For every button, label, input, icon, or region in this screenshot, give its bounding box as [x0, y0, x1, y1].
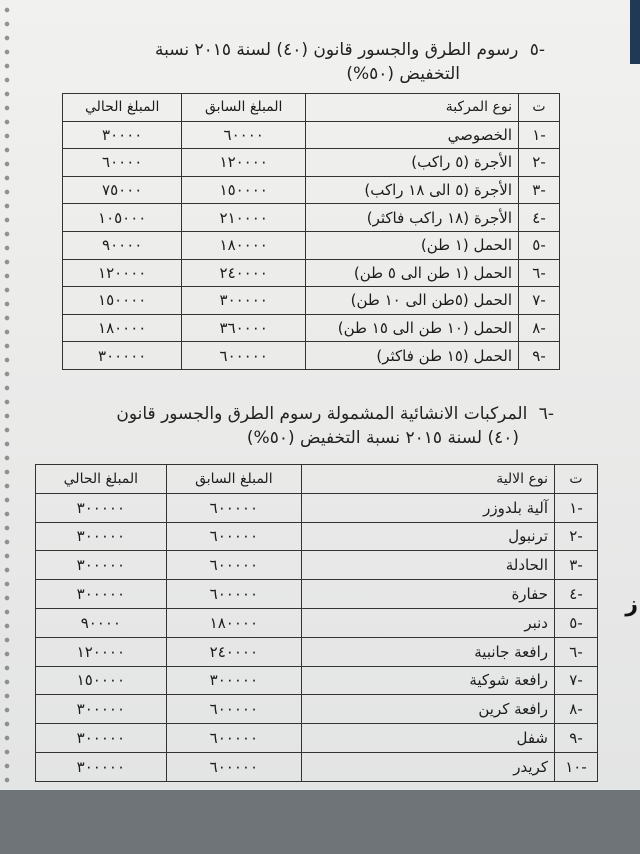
row-index: -٦ [519, 259, 560, 287]
row-type: ترنبول [302, 522, 555, 551]
row-type: الحمل (١ طن الى ٥ طن) [306, 259, 519, 287]
row-previous-amount: ٦٠٠٠٠٠ [166, 493, 301, 522]
row-current-amount: ٣٠٠٠٠٠ [36, 493, 167, 522]
section-1-title-line2: التخفيض (٥٠%) [346, 64, 460, 84]
row-previous-amount: ١٥٠٠٠٠ [182, 176, 306, 204]
row-current-amount: ١٨٠٠٠٠ [63, 314, 182, 342]
row-type: كريدر [302, 752, 555, 781]
table-row [36, 695, 598, 724]
row-previous-amount: ٦٠٠٠٠٠ [166, 695, 301, 724]
row-current-amount: ٣٠٠٠٠٠ [36, 522, 167, 551]
table-header-row [63, 94, 560, 122]
row-previous-amount: ٢٤٠٠٠٠ [182, 259, 306, 287]
row-index: -١ [555, 493, 598, 522]
table-header-row [36, 465, 598, 494]
header-index: ت [555, 465, 598, 494]
row-previous-amount: ٦٠٠٠٠٠ [166, 580, 301, 609]
row-current-amount: ٦٠٠٠٠ [63, 149, 182, 177]
row-type: رافعة كرين [302, 695, 555, 724]
table-row [36, 551, 598, 580]
row-index: -٧ [519, 287, 560, 315]
table-row [36, 666, 598, 695]
row-index: -٩ [555, 724, 598, 753]
row-index: -٤ [555, 580, 598, 609]
row-index: -٦ [555, 637, 598, 666]
row-type: الأجرة (١٨ راكب فاكثر) [306, 204, 519, 232]
row-previous-amount: ١٨٠٠٠٠ [166, 608, 301, 637]
row-type: الخصوصي [306, 121, 519, 149]
row-previous-amount: ٣٠٠٠٠٠ [182, 287, 306, 315]
row-previous-amount: ٣٠٠٠٠٠ [166, 666, 301, 695]
row-type: آلية بلدوزر [302, 493, 555, 522]
row-type: الحادلة [302, 551, 555, 580]
table-row [36, 580, 598, 609]
row-index: -٨ [519, 314, 560, 342]
table-row [63, 149, 560, 177]
machinery-fees-table [35, 464, 598, 782]
row-index: -٥ [555, 608, 598, 637]
row-previous-amount: ٢٤٠٠٠٠ [166, 637, 301, 666]
row-type: الأجرة (٥ راكب) [306, 149, 519, 177]
row-type: حفارة [302, 580, 555, 609]
table-row [63, 314, 560, 342]
row-current-amount: ٣٠٠٠٠٠ [36, 752, 167, 781]
row-index: -١ [519, 121, 560, 149]
row-current-amount: ٣٠٠٠٠٠ [36, 695, 167, 724]
table-row [63, 231, 560, 259]
vehicle-fees-table [62, 93, 560, 370]
row-previous-amount: ٦٠٠٠٠٠ [166, 752, 301, 781]
page-edge-mark [630, 0, 640, 64]
table-row [36, 724, 598, 753]
row-index: -٧ [555, 666, 598, 695]
row-current-amount: ٣٠٠٠٠ [63, 121, 182, 149]
row-current-amount: ١٢٠٠٠٠ [63, 259, 182, 287]
table-row [36, 608, 598, 637]
table-row [63, 287, 560, 315]
row-current-amount: ١٥٠٠٠٠ [36, 666, 167, 695]
header-current-amount: المبلغ الحالي [36, 465, 167, 494]
row-index: -٣ [519, 176, 560, 204]
header-vehicle-type: نوع المركبة [306, 94, 519, 122]
section-1-number: -٥ [529, 40, 545, 60]
row-type: الأجرة (٥ الى ١٨ راكب) [306, 176, 519, 204]
row-type: رافعة شوكية [302, 666, 555, 695]
row-index: -٣ [555, 551, 598, 580]
row-current-amount: ٩٠٠٠٠ [63, 231, 182, 259]
binding-holes [0, 0, 14, 790]
row-current-amount: ١٢٠٠٠٠ [36, 637, 167, 666]
header-index: ت [519, 94, 560, 122]
row-current-amount: ٣٠٠٠٠٠ [36, 551, 167, 580]
row-type: دنبر [302, 608, 555, 637]
table-row [36, 752, 598, 781]
table-row [36, 522, 598, 551]
row-index: -٤ [519, 204, 560, 232]
table-row [36, 493, 598, 522]
row-current-amount: ٧٥٠٠٠ [63, 176, 182, 204]
row-current-amount: ١٥٠٠٠٠ [63, 287, 182, 315]
section-2-number: -٦ [538, 404, 554, 424]
row-previous-amount: ٦٠٠٠٠٠ [166, 724, 301, 753]
row-index: -٩ [519, 342, 560, 370]
section-1-heading [65, 38, 545, 86]
header-previous-amount: المبلغ السابق [182, 94, 306, 122]
row-type: الحمل (١٥ طن فاكثر) [306, 342, 519, 370]
row-type: الحمل (١٠ طن الى ١٥ طن) [306, 314, 519, 342]
row-previous-amount: ٦٠٠٠٠٠ [182, 342, 306, 370]
header-current-amount: المبلغ الحالي [63, 94, 182, 122]
header-previous-amount: المبلغ السابق [166, 465, 301, 494]
row-current-amount: ٩٠٠٠٠ [36, 608, 167, 637]
section-1-title-line1: رسوم الطرق والجسور قانون (٤٠) لسنة ٢٠١٥ نسبة [154, 40, 519, 60]
table-row [36, 637, 598, 666]
row-current-amount: ١٠٥٠٠٠ [63, 204, 182, 232]
row-type: الحمل (١ طن) [306, 231, 519, 259]
row-current-amount: ٣٠٠٠٠٠ [36, 724, 167, 753]
table-row [63, 176, 560, 204]
edge-character: ز [625, 592, 638, 617]
section-2-title-line1: المركبات الانشائية المشمولة رسوم الطرق والجسور قانون [116, 404, 528, 424]
table-row [63, 259, 560, 287]
section-2-title-line2: (٤٠) لسنة ٢٠١٥ نسبة التخفيض (٥٠%) [246, 428, 519, 448]
row-previous-amount: ٣٦٠٠٠٠ [182, 314, 306, 342]
row-type: الحمل (٥طن الى ١٠ طن) [306, 287, 519, 315]
row-index: -٥ [519, 231, 560, 259]
row-index: -٢ [519, 149, 560, 177]
row-previous-amount: ٢١٠٠٠٠ [182, 204, 306, 232]
table-row [63, 342, 560, 370]
row-type: شفل [302, 724, 555, 753]
row-previous-amount: ١٨٠٠٠٠ [182, 231, 306, 259]
row-type: رافعة جانبية [302, 637, 555, 666]
row-index: -١٠ [555, 752, 598, 781]
table-row [63, 121, 560, 149]
row-previous-amount: ٦٠٠٠٠٠ [166, 551, 301, 580]
header-machine-type: نوع الالية [302, 465, 555, 494]
row-current-amount: ٣٠٠٠٠٠ [63, 342, 182, 370]
section-2-heading [34, 402, 554, 450]
table-row [63, 204, 560, 232]
row-index: -٨ [555, 695, 598, 724]
row-previous-amount: ٦٠٠٠٠ [182, 121, 306, 149]
row-index: -٢ [555, 522, 598, 551]
row-previous-amount: ٦٠٠٠٠٠ [166, 522, 301, 551]
row-current-amount: ٣٠٠٠٠٠ [36, 580, 167, 609]
row-previous-amount: ١٢٠٠٠٠ [182, 149, 306, 177]
